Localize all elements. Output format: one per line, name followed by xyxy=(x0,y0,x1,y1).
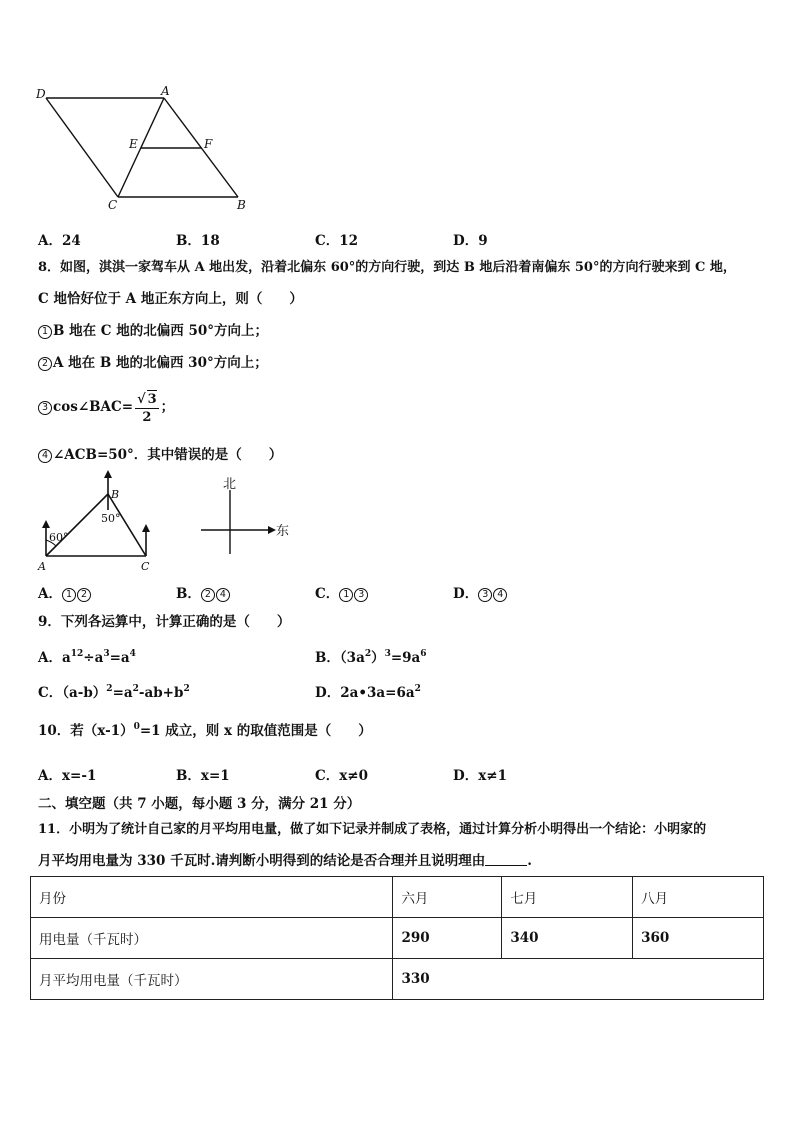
expr-part: ） xyxy=(371,650,385,666)
expr-part: 2a•3a=6a xyxy=(340,685,415,701)
q11-stem-line2 xyxy=(38,852,532,870)
q9-option-b[interactable] xyxy=(315,646,427,666)
exponent: 3 xyxy=(384,649,391,659)
expr-part: ÷a xyxy=(83,650,104,666)
expr-part: a xyxy=(61,650,71,666)
option-text: x=1 xyxy=(200,768,230,784)
denominator: 2 xyxy=(142,409,152,425)
label-B: B xyxy=(111,488,120,501)
option-letter: B． xyxy=(176,586,201,602)
label-A: A xyxy=(38,560,46,573)
east-label: 东 xyxy=(276,524,290,539)
circled-number: 2 xyxy=(38,357,52,371)
header-cell-month: 月份 xyxy=(31,877,393,918)
q9-option-c[interactable] xyxy=(38,681,190,701)
header-cell-august: 八月 xyxy=(633,877,764,918)
header-cell-july: 七月 xyxy=(502,877,633,918)
q8-stem-line1: 8．如图，淇淇一家驾车从 A 地出发，沿着北偏东 60°的方向行驶，到达 B 地后沿着南偏东 50°的方向行驶来到 C 地， xyxy=(38,260,736,275)
q9-option-a[interactable] xyxy=(38,646,136,666)
exponent: 2 xyxy=(132,684,139,694)
option-text: 24 xyxy=(61,233,81,249)
exponent: 2 xyxy=(414,684,421,694)
expr-part: （3a xyxy=(339,650,365,666)
circled-number: 3 xyxy=(478,588,492,602)
label-A: A xyxy=(161,84,170,98)
stem-text: 月平均用电量为 330 千瓦时.请判断小明得到的结论是否合理并且说明理由 xyxy=(38,853,486,869)
q10-option-c[interactable] xyxy=(315,764,368,784)
expr-part: （a-b） xyxy=(62,685,107,701)
q8-figure xyxy=(34,470,296,575)
answer-blank[interactable] xyxy=(485,853,527,866)
table-row xyxy=(31,959,764,1000)
exponent: 4 xyxy=(129,649,136,659)
option-letter: A． xyxy=(38,768,62,784)
option-letter: C． xyxy=(315,768,340,784)
circled-number: 4 xyxy=(493,588,507,602)
cell-average-value: 330 xyxy=(393,959,764,1000)
circled-number: 2 xyxy=(77,588,91,602)
option-letter: C． xyxy=(315,586,340,602)
q10-option-a[interactable] xyxy=(38,764,96,784)
q9-stem: 9．下列各运算中，计算正确的是（ ） xyxy=(38,614,291,630)
exponent: 0 xyxy=(133,722,140,732)
exponent: 3 xyxy=(103,649,110,659)
table-header-row xyxy=(31,877,764,918)
angle-60-label: 60° xyxy=(49,531,69,544)
electricity-table xyxy=(30,876,764,1000)
circled-number: 3 xyxy=(354,588,368,602)
section2-title: 二、填空题（共 7 小题，每小题 3 分，满分 21 分） xyxy=(38,796,361,812)
option-letter: D． xyxy=(315,685,341,701)
q11-stem-line1: 11．小明为了统计自己家的月平均用电量，做了如下记录并制成了表格，通过计算分析小明得出一个结论：小明家的 xyxy=(38,822,707,837)
option-text: 9 xyxy=(478,233,488,249)
q8-option-c[interactable] xyxy=(315,582,369,602)
q8-statement-4 xyxy=(38,446,282,464)
exponent: 6 xyxy=(420,649,427,659)
statement-text: B 地在 C 地的北偏西 50°方向上； xyxy=(53,323,268,339)
circled-number: 4 xyxy=(38,449,52,463)
option-letter: D． xyxy=(453,586,479,602)
cell-august-usage: 360 xyxy=(633,918,764,959)
radicand: 3 xyxy=(147,391,157,407)
q8-option-a[interactable] xyxy=(38,582,92,602)
stem-part: 10．若（x-1） xyxy=(38,723,134,739)
option-letter: C． xyxy=(315,233,340,249)
exponent: 2 xyxy=(364,649,372,659)
circled-number: 1 xyxy=(62,588,76,602)
option-letter: D． xyxy=(453,768,479,784)
label-C: C xyxy=(108,198,118,212)
circled-number: 3 xyxy=(38,401,52,415)
cell-july-usage: 340 xyxy=(502,918,633,959)
exponent: 2 xyxy=(183,684,190,694)
option-text: 12 xyxy=(339,233,359,249)
angle-50-label: 50° xyxy=(101,512,121,525)
label-B: B xyxy=(237,198,246,212)
table-row xyxy=(31,918,764,959)
option-letter: B． xyxy=(176,768,201,784)
q8-statement-3 xyxy=(38,385,174,429)
q7-option-b[interactable] xyxy=(176,229,220,249)
q7-option-d[interactable] xyxy=(453,229,488,249)
triangle-side-BC xyxy=(108,494,146,556)
option-letter: A． xyxy=(38,650,62,666)
option-text: x≠0 xyxy=(339,768,369,784)
exponent: 2 xyxy=(106,684,113,694)
q7-option-c[interactable] xyxy=(315,229,358,249)
q7-option-a[interactable] xyxy=(38,229,81,249)
expr-part: =a xyxy=(109,650,130,666)
option-text: x≠1 xyxy=(478,768,507,784)
label-C: C xyxy=(141,560,150,573)
expr-part: =9a xyxy=(390,650,421,666)
option-letter: C． xyxy=(38,685,63,701)
option-letter: D． xyxy=(453,233,479,249)
option-letter: B． xyxy=(176,233,201,249)
option-letter: B． xyxy=(315,650,340,666)
statement-text: A 地在 B 地的北偏西 30°方向上； xyxy=(53,355,268,371)
stem-part: =1 成立，则 x 的取值范围是（ ） xyxy=(139,723,372,739)
circled-number: 1 xyxy=(38,325,52,339)
fraction-sqrt3-over-2: $\frac{√ 3}{2}$ xyxy=(137,391,157,425)
stem-end: . xyxy=(527,853,532,869)
statement-end: ； xyxy=(160,399,175,415)
q10-stem xyxy=(38,722,372,740)
label-F: F xyxy=(204,137,213,151)
option-text: 18 xyxy=(200,233,220,249)
circled-number: 1 xyxy=(339,588,353,602)
option-letter: A． xyxy=(38,233,62,249)
q8-statement-2 xyxy=(38,354,268,372)
exponent: 12 xyxy=(70,649,84,659)
label-D: D xyxy=(36,87,46,101)
row-label-average: 月平均用电量（千瓦时） xyxy=(31,959,393,1000)
line-DC xyxy=(46,98,118,197)
statement-text: ∠ACB=50°．其中错误的是（ ） xyxy=(53,447,283,463)
q10-option-d[interactable] xyxy=(453,764,507,784)
option-text: x=-1 xyxy=(61,768,97,784)
statement-text: cos∠BAC= xyxy=(53,399,134,415)
circled-number: 4 xyxy=(216,588,230,602)
row-label-usage: 用电量（千瓦时） xyxy=(31,918,393,959)
q9-option-d[interactable] xyxy=(315,681,421,701)
cell-june-usage: 290 xyxy=(393,918,502,959)
expr-part: -ab+b xyxy=(138,685,184,701)
option-letter: A． xyxy=(38,586,62,602)
q8-option-b[interactable] xyxy=(176,582,231,602)
q10-option-b[interactable] xyxy=(176,764,230,784)
header-cell-june: 六月 xyxy=(393,877,502,918)
label-E: E xyxy=(129,137,138,151)
north-label: 北 xyxy=(223,477,237,492)
q8-stem-line2: C 地恰好位于 A 地正东方向上，则（ ） xyxy=(38,291,303,307)
circled-number: 2 xyxy=(201,588,215,602)
q7-figure xyxy=(30,82,260,214)
q8-option-d[interactable] xyxy=(453,582,508,602)
q8-statement-1 xyxy=(38,322,268,340)
expr-part: =a xyxy=(112,685,133,701)
triangle-side-AB xyxy=(46,494,108,556)
